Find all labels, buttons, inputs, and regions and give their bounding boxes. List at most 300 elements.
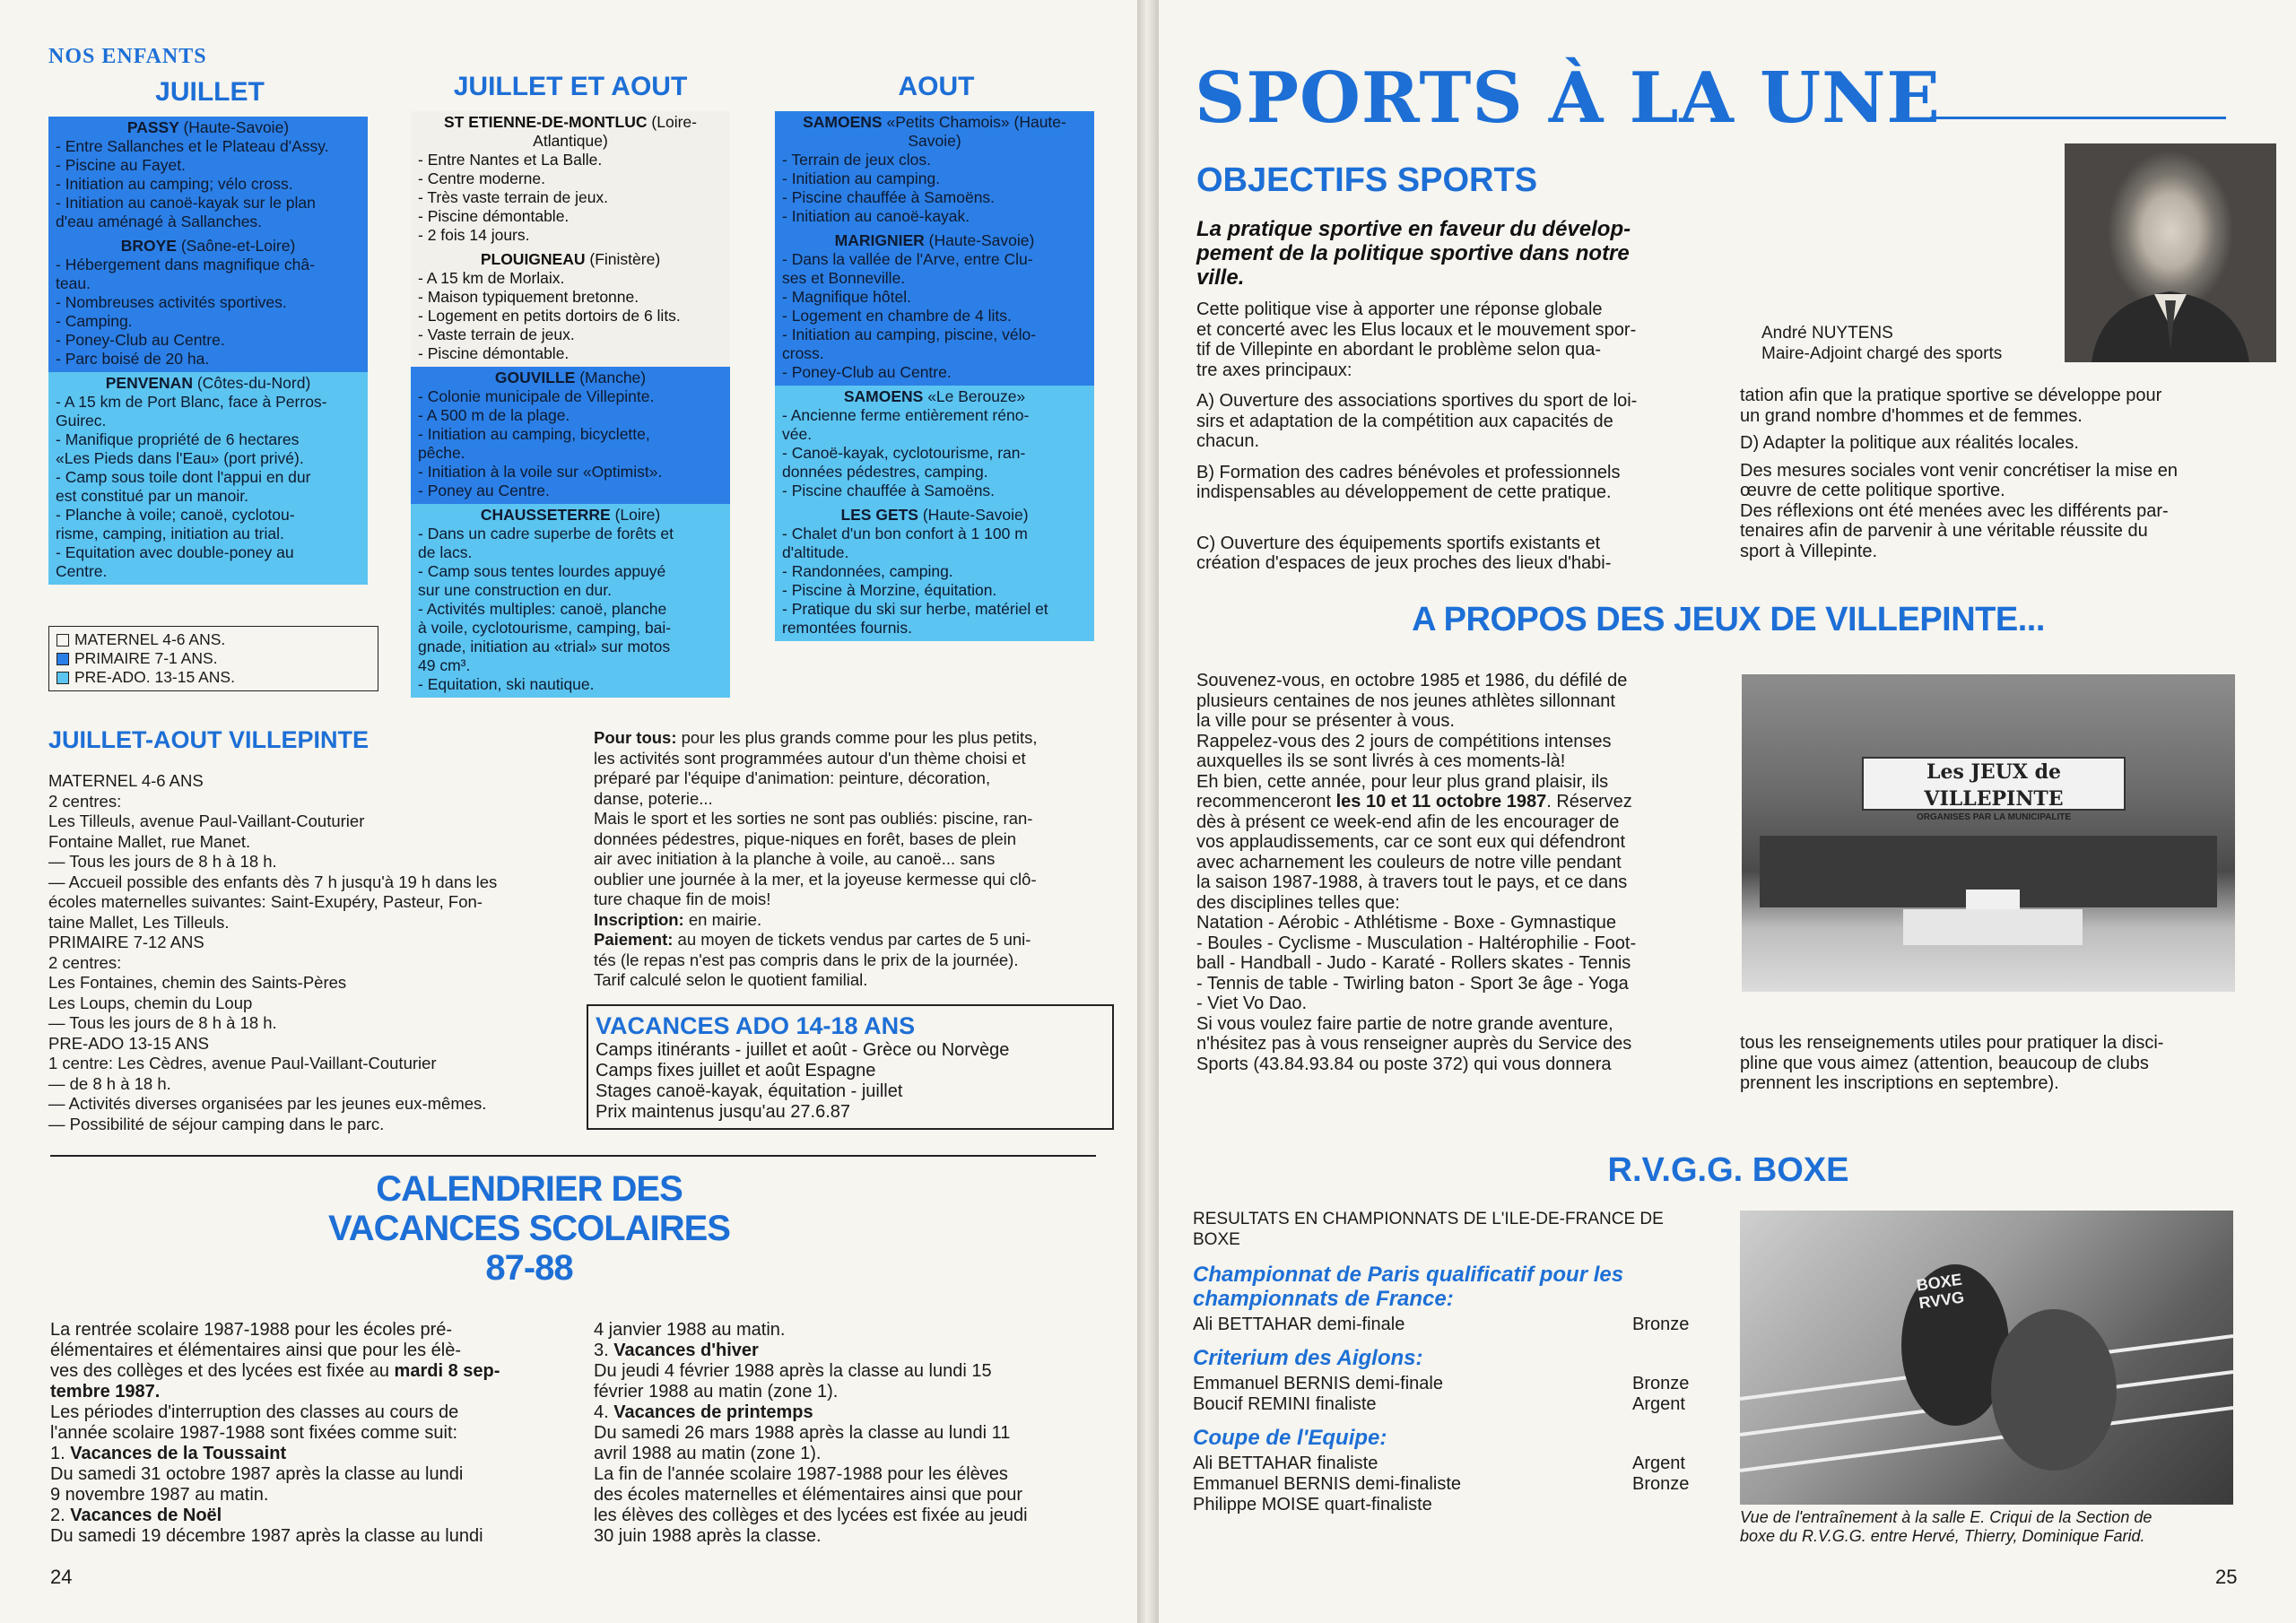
col-juillet-title: JUILLET [155,77,265,107]
jeux-line: - Viet Vo Dao. [1196,994,1308,1013]
result-boxer: Boucif REMINI finaliste [1193,1394,1377,1414]
calendar-line [594,1320,1096,1341]
destination-feature: - Nombreuses activités sportives. [56,293,287,311]
destination-name [778,506,1091,525]
objectifs-line: tation afin que la pratique sportive se développe pour [1740,386,2162,405]
objectifs-line: Des réflexions ont été menées avec les différents par- [1740,500,2169,521]
pour-tous-lines [594,749,1132,910]
age-legend [48,626,378,691]
result-row [1193,1394,1704,1415]
destination-name [52,374,364,393]
result-medal: Bronze [1632,1474,1690,1494]
result-row [1193,1315,1704,1335]
destination-block [775,504,1094,641]
portrait-caption [1761,323,2002,364]
villepinte-line: Les Loups, chemin du Loup [48,993,253,1012]
result-boxer: Emmanuel BERNIS demi-finaliste [1193,1474,1461,1494]
calendar-line [594,1506,1096,1526]
destination-feature: - Equitation avec double-poney au [56,543,294,561]
place-region: (Loire-Atlantique) [533,113,697,150]
left-page [0,0,1137,1623]
destination-feature: - Activités multiples: canoë, planche [418,600,667,618]
legend-item-preado [57,668,370,687]
destination-feature: - 2 fois 14 jours. [418,226,530,244]
place-name: PASSY [126,118,179,136]
jeux-line: Souvenez-vous, en octobre 1985 et 1986, du défilé de [1196,671,1628,690]
inscription-text: en mairie. [683,909,762,929]
masthead-title: SPORTS À LA UNE [1195,57,1941,139]
caption-line: boxe du R.V.G.G. entre Hervé, Thierry, Dominique Farid. [1740,1527,2145,1545]
place-name: PENVENAN [105,374,193,392]
result-medal: Bronze [1632,1374,1690,1393]
destination-feature: remontées fournis. [782,619,912,637]
destination-feature: - Maison typiquement bretonne. [418,288,639,306]
place-name: ST ETIENNE-DE-MONTLUC [444,113,648,131]
objectifs-line: Cette politique vise à apporter une réponse globale [1196,299,1603,319]
boxe-photo [1740,1211,2233,1505]
pour-tous-label: Pour tous: [594,728,677,747]
destination-feature: données pédestres, camping. [782,463,988,481]
destination-feature: - Camp sous toile dont l'appui en dur [56,468,311,486]
calendar-title-line: CALENDRIER DES [376,1169,683,1209]
result-row [1193,1454,1704,1474]
result-boxer: Ali BETTAHAR finaliste [1193,1454,1378,1473]
jeux-text: recommenceront [1196,792,1336,812]
villepinte-line: 1 centre: Les Cèdres, avenue Paul-Vaillant-Couturier [48,1054,437,1072]
destination-feature: - Poney-Club au Centre. [782,363,952,381]
destination-feature: - Initiation au camping, piscine, vélo- [782,325,1037,343]
destination-feature: - Parc boisé de 20 ha. [56,350,210,368]
boxing-ring [1740,1211,2233,1505]
destination-feature: - Logement en chambre de 4 lits. [782,307,1012,325]
legend-item-primaire [57,649,370,668]
objectifs-line: sirs et adaptation de la compétition aux capacités de [1196,411,1613,431]
result-medal: Argent [1632,1454,1685,1473]
destination-name [778,231,1091,250]
calendar-text: Du samedi 31 octobre 1987 après la classe au lundi [50,1464,464,1484]
boxe-intro [1193,1209,1704,1250]
destination-feature: - Piscine à Morzine, équitation. [782,581,997,599]
destination-feature: - Colonie municipale de Villepinte. [418,387,655,405]
competition-heading [1193,1426,1704,1450]
jeux-line: Eh bien, cette année, pour leur plus grand plaisir, ils [1196,771,1609,792]
villepinte-line: Fontaine Mallet, rue Manet. [48,831,251,851]
destination-feature: - Piscine démontable. [418,207,570,225]
villepinte-line: PRE-ADO 13-15 ANS [48,1033,209,1053]
result-medal: Bronze [1632,1315,1690,1334]
objectifs-line: D) Adapter la politique aux réalités locales. [1740,433,2079,453]
destination-feature: - Poney-Club au Centre. [56,331,225,349]
crowd-silhouettes [1742,674,2235,992]
destination-feature: - Chalet d'un bon confort à 1 100 m [782,525,1028,542]
villepinte-line: Les Tilleuls, avenue Paul-Vaillant-Couturier [48,812,365,830]
banner-title: Les JEUX de VILLEPINTE [1924,760,2064,811]
destination-name [414,113,726,151]
pour-tous-line: données pédestres, pique-niques en forêt, bases de plein [594,829,1017,848]
calendar-line [594,1341,1096,1361]
calendar-line [594,1464,1096,1485]
paiement-text: au moyen de tickets vendus par cartes de 5 uni- [673,930,1031,949]
calendar-text: élémentaires et élémentaires ainsi que pour les élè- [50,1341,462,1360]
calendar-line [50,1402,552,1423]
calendar-line [50,1382,552,1402]
paiement-label: Paiement: [594,930,674,949]
calendar-text: La fin de l'année scolaire 1987-1988 pour les élèves [594,1464,1008,1484]
heading-line: Criterium des Aiglons: [1193,1346,1423,1370]
calendar-text: avril 1988 au matin (zone 1). [594,1444,822,1463]
jeux-line: - Boules - Cyclisme - Musculation - Haltérophilie - Foot- [1196,933,1637,953]
calendar-text: des écoles maternelles et élémentaires ainsi que pour [594,1485,1023,1505]
destination-feature: à voile, cyclotourisme, camping, bai- [418,619,672,637]
calendar-line [50,1526,552,1547]
pour-tous-line: ture chaque fin de mois! [594,890,771,908]
objectifs-line: Des mesures sociales vont venir concrétiser la mise en [1740,460,2178,481]
destination-feature: Guirec. [56,412,107,430]
calendar-text: 2. [50,1506,71,1525]
destination-name [778,113,1091,151]
place-region: (Haute-Savoie) [183,118,290,136]
rubric-label: NOS ENFANTS [48,45,207,68]
heading-line: Championnat de Paris qualificatif pour les [1193,1263,1624,1287]
paiement-line: Tarif calculé selon le quotient familial. [594,970,868,989]
vacances-ado-lines [596,1040,1105,1123]
place-name: MARIGNIER [834,231,925,249]
inscription-label: Inscription: [594,909,684,929]
villepinte-line: Les Fontaines, chemin des Saints-Pères [48,973,347,992]
pour-tous-line: air avec initiation à la planche à voile, au canoë... sans [594,849,996,868]
destination-feature: - Vaste terrain de jeux. [418,325,575,343]
calendar-line [50,1341,552,1361]
place-region: «Le Berouze» [927,387,1026,405]
jeux-line: plusieurs centaines de nos jeunes athlètes sillonnant [1196,690,1615,711]
pour-tous-body [594,728,1132,991]
calendar-line [50,1485,552,1506]
calendar-emphasis: Vacances de printemps [613,1402,813,1422]
vacances-ado-box [587,1004,1114,1130]
destination-feature: - Piscine chauffée à Samoëns. [782,188,996,206]
pour-tous-line: danse, poterie... [594,788,713,808]
place-name: GOUVILLE [494,369,576,386]
calendar-text: 4. [594,1402,614,1422]
ado-line: Stages canoë-kayak, équitation - juillet [596,1081,903,1101]
destination-feature: vée. [782,425,813,443]
pour-tous-text: pour les plus grands comme pour les plus petits, [676,728,1038,747]
place-name: BROYE [120,237,177,255]
jeux-line: pline que vous aimez (attention, beaucoup de clubs [1740,1053,2149,1073]
villepinte-title: JUILLET-AOUT VILLEPINTE [48,726,370,753]
calendar-emphasis: mardi 8 sep- [394,1361,500,1381]
calendar-text: 1. [50,1444,71,1463]
calendar-title-line: 87-88 [485,1248,573,1288]
place-region: «Petits Chamois» (Haute-Savoie) [886,113,1066,150]
jeux-title: A PROPOS DES JEUX DE VILLEPINTE... [1412,601,2045,638]
calendar-emphasis: Vacances de la Toussaint [70,1444,287,1463]
destination-feature: - Initiation au camping. [782,169,941,187]
calendar-column-1 [50,1320,552,1547]
destination-feature: 49 cm³. [418,656,471,674]
destination-feature: - Equitation, ski nautique. [418,675,595,693]
objectifs-line: tre axes principaux: [1196,360,1352,380]
destination-feature: - Camping. [56,312,133,330]
destination-feature: - Randonnées, camping. [782,562,953,580]
legend-swatch-light [57,672,69,684]
portrait-silhouette [2065,143,2276,362]
destination-name [778,387,1091,406]
destination-feature: - Poney au Centre. [418,482,550,499]
boxer-shirt [1915,1271,1965,1313]
destination-feature: - Initiation au camping, bicyclette, [418,425,650,443]
place-name: SAMOENS [843,387,924,405]
place-name: CHAUSSETERRE [480,506,611,524]
objectifs-line: œuvre de cette politique sportive. [1740,481,2005,500]
destination-feature: - Hébergement dans magnifique châ- [56,256,315,273]
heading-line: Coupe de l'Equipe: [1193,1426,1387,1450]
pour-tous-line: oublier une journée à la mer, et la joyeuse kermesse qui clô- [594,869,1037,889]
villepinte-line: 2 centres: [48,952,122,972]
legend-swatch-dark [57,653,69,665]
jeux-line: prennent les inscriptions en septembre). [1740,1073,2059,1093]
calendar-text: 3. [594,1341,614,1360]
legend-swatch-white [57,634,69,647]
pour-tous-line: les activités sont programmées autour d'un thème choisi et [594,748,1026,768]
destination-name [414,369,726,387]
banner-subtitle: ORGANISES PAR LA MUNICIPALITE [1916,812,2072,822]
destination-feature: est constitué par un manoir. [56,487,248,505]
destination-feature: - Ancienne ferme entièrement réno- [782,406,1030,424]
jeux-line: Sports (43.84.93.84 ou poste 372) qui vous donnera [1196,1054,1612,1074]
destination-feature: - Pratique du ski sur herbe, matériel et [782,600,1048,618]
destination-feature: - A 15 km de Port Blanc, face à Perros- [56,393,327,411]
ado-line: Camps itinérants - juillet et août - Grèce ou Norvège [596,1040,1010,1060]
destination-name [52,118,364,137]
calendar-title-line: VACANCES SCOLAIRES [328,1209,730,1248]
destinations-column-aout [775,111,1094,641]
calendar-emphasis: Vacances d'hiver [613,1341,759,1360]
objectifs-line: chacun. [1196,431,1260,451]
objectifs-line: sport à Villepinte. [1740,541,1878,561]
destination-block [411,367,730,504]
objectifs-title: OBJECTIFS SPORTS [1196,161,1538,199]
place-region: (Manche) [579,369,647,386]
calendar-line [50,1444,552,1464]
destination-feature: - Dans la vallée de l'Arve, entre Clu- [782,250,1033,268]
destination-name [52,237,364,256]
destination-feature: sur une construction en dur. [418,581,612,599]
jeux-line: vos applaudissements, car ce sont eux qui défendront [1196,832,1626,852]
result-row [1193,1495,1704,1515]
destination-block [48,235,368,372]
destination-feature: - Initiation au canoë-kayak. [782,207,970,225]
destination-block [48,117,368,235]
book-gutter [1137,0,1159,1623]
objectifs-line: un grand nombre d'hommes et de femmes. [1740,405,2083,426]
jeux-line: Rappelez-vous des 2 jours de compétitions intenses [1196,731,1612,751]
paiement-line: tés (le repas n'est pas compris dans le prix de la journée). [594,950,1019,969]
calendar-line [594,1444,1096,1464]
destination-feature: - Terrain de jeux clos. [782,151,932,169]
destination-feature: - Piscine chauffée à Samoëns. [782,482,996,499]
calendar-text: les élèves des collèges et des lycées est fixée au jeudi [594,1506,1028,1525]
place-name: LES GETS [840,506,918,524]
destination-feature: - Planche à voile; canoë, cyclotou- [56,506,295,524]
caption-role: Maire-Adjoint chargé des sports [1761,344,2003,363]
calendar-line [594,1485,1096,1506]
calendar-line [50,1320,552,1341]
calendar-text: 4 janvier 1988 au matin. [594,1320,786,1340]
destination-feature: teau. [56,274,91,292]
page-number: 25 [2215,1566,2238,1588]
shirt-text-2: RVVG [1918,1288,1966,1313]
villepinte-body [48,771,569,1134]
legend-label: PRIMAIRE 7-1 ANS. [74,649,218,667]
jeux-line: des disciplines telles que: [1196,892,1400,913]
jeux-line: - Tennis de table - Twirling baton - Sport 3e âge - Yoga [1196,973,1629,994]
objectifs-line: C) Ouverture des équipements sportifs existants et [1196,533,1601,553]
destination-feature: - Initiation au canoë-kayak sur le plan [56,194,316,212]
objectifs-column-1 [1196,299,1695,574]
calendar-text: Du samedi 19 décembre 1987 après la classe au lundi [50,1526,483,1546]
destination-feature: - A 15 km de Morlaix. [418,269,565,287]
calendar-text: Du jeudi 4 février 1988 après la classe au lundi 15 [594,1361,992,1381]
calendar-column-2 [594,1320,1096,1547]
jeux-line: n'hésitez pas à vous renseigner auprès du Service des [1196,1034,1632,1054]
pour-tous-line: Mais le sport et les sorties ne sont pas oubliés: piscine, ran- [594,809,1033,828]
destination-feature: - Entre Sallanches et le Plateau d'Assy. [56,137,329,155]
place-region: (Haute-Savoie) [928,231,1035,249]
destination-block [411,504,730,698]
calendar-text: ves des collèges et des lycées est fixée au [50,1361,395,1381]
destinations-column-juillet-aout [411,111,730,698]
place-region: (Finistère) [589,250,661,268]
jeux-line: auxquelles ils se sont livrés à ces moments-là! [1196,751,1566,771]
calendar-text: février 1988 au matin (zone 1). [594,1382,839,1402]
calendar-text: Les périodes d'interruption des classes au cours de [50,1402,459,1422]
destination-feature: - Manifique propriété de 6 hectares [56,430,300,448]
calendar-text: La rentrée scolaire 1987-1988 pour les écoles pré- [50,1320,453,1340]
place-region: (Côtes-du-Nord) [196,374,311,392]
col-juillet-aout-title: JUILLET ET AOUT [453,72,688,101]
destination-name [414,250,726,269]
result-boxer: Ali BETTAHAR demi-finale [1193,1315,1405,1334]
destination-block [775,230,1094,386]
destination-feature: - Centre moderne. [418,169,546,187]
place-name: PLOUIGNEAU [480,250,586,268]
jeux-column-2 [1740,1033,2253,1094]
villepinte-line: — Tous les jours de 8 h à 18 h. [48,852,277,871]
portrait-photo [2065,143,2276,362]
calendar-text: Du samedi 26 mars 1988 après la classe au lundi 11 [594,1423,1011,1443]
caption-line: Vue de l'entraînement à la salle E. Criqui de la Section de [1740,1508,2152,1526]
jeux-column-1 [1196,671,1700,1074]
calendar-line [50,1423,552,1444]
place-name: SAMOENS [803,113,883,131]
ado-line: Prix maintenus jusqu'au 27.6.87 [596,1102,850,1122]
calendar-line [594,1361,1096,1382]
objectifs-line: tif de Villepinte en abordant le problème selon qua- [1196,340,1602,360]
destination-feature: - Dans un cadre superbe de forêts et [418,525,674,542]
destination-feature: de lacs. [418,543,473,561]
jeux-line: avec acharnement les couleurs de notre ville pendant [1196,852,1622,872]
place-region: (Saône-et-Loire) [180,237,296,255]
competition-heading [1193,1346,1704,1370]
calendar-text: 30 juin 1988 après la classe. [594,1526,822,1546]
villepinte-line: — Accueil possible des enfants dès 7 h jusqu'à 19 h dans les [48,872,498,891]
destination-feature: - Piscine au Fayet. [56,156,186,174]
jeux-line: dès à présent ce week-end afin de les encourager de [1196,812,1620,832]
jeux-line: Si vous voulez faire partie de notre grande aventure, [1196,1013,1613,1034]
result-medal [1632,1495,1704,1515]
destination-feature: - Entre Nantes et La Balle. [418,151,603,169]
calendar-line [50,1464,552,1485]
objectifs-line: A) Ouverture des associations sportives du sport de loi- [1196,391,1638,411]
caption-name: André NUYTENS [1761,324,1893,343]
ado-line: Camps fixes juillet et août Espagne [596,1061,876,1081]
jeux-dates: les 10 et 11 octobre 1987 [1335,792,1547,812]
objectifs-lead [1196,217,1717,290]
boxe-intro-line: BOXE [1193,1230,1240,1249]
objectifs-line: B) Formation des cadres bénévoles et professionnels [1196,462,1621,482]
section-divider [50,1155,1096,1157]
destination-feature: - Initiation à la voile sur «Optimist». [418,463,663,481]
masthead-rule [1930,117,2226,119]
destination-feature: pêche. [418,444,465,462]
shirt-text-1: BOXE [1915,1270,1963,1295]
destination-feature: - Camp sous tentes lourdes appuyé [418,562,666,580]
destination-block [411,111,730,248]
destination-block [48,372,368,585]
calendar-line [594,1382,1096,1402]
place-region: (Haute-Savoie) [922,506,1029,524]
destination-feature: d'eau aménagé à Sallanches. [56,213,263,230]
jeux-line: ball - Handball - Judo - Karaté - Rollers skates - Tennis [1196,953,1631,973]
calendar-emphasis: tembre 1987. [50,1382,161,1402]
heading-line: championnats de France: [1193,1287,1454,1311]
calendar-text: l'année scolaire 1987-1988 sont fixées comme suit: [50,1423,458,1443]
jeux-line: tous les renseignements utiles pour pratiquer la disci- [1740,1033,2164,1053]
villepinte-line: 2 centres: [48,791,122,811]
vacances-ado-title: VACANCES ADO 14-18 ANS [596,1012,916,1039]
villepinte-line: écoles maternelles suivantes: Saint-Exupéry, Pasteur, Fon- [48,892,483,911]
villepinte-line: taine Mallet, Les Tilleuls. [48,912,230,932]
calendar-text: 9 novembre 1987 au matin. [50,1485,269,1505]
objectifs-line: indispensables au développement de cette pratique. [1196,482,1612,502]
calendar-line [50,1361,552,1382]
result-boxer: Philippe MOISE quart-finaliste [1193,1495,1432,1515]
boxe-results [1193,1209,1704,1515]
col-aout-title: AOUT [898,72,975,101]
objectifs-line: et concerté avec les Elus locaux et le mouvement spor- [1196,319,1637,340]
calendar-line [50,1506,552,1526]
lead-line: pement de la politique sportive dans notre [1196,241,1630,265]
destination-feature: - Très vaste terrain de jeux. [418,188,609,206]
destination-feature: Centre. [56,562,108,580]
boxe-caption [1740,1508,2242,1546]
jeux-line [1196,792,1700,812]
result-medal: Argent [1632,1394,1685,1414]
destination-feature: - A 500 m de la plage. [418,406,570,424]
destination-feature: d'altitude. [782,543,849,561]
destination-name [414,506,726,525]
calendar-emphasis: Vacances de Noël [70,1506,222,1525]
destination-block [775,111,1094,230]
destination-feature: risme, camping, initiation au trial. [56,525,284,542]
destination-feature: cross. [782,344,824,362]
villepinte-line: — Activités diverses organisées par les jeunes eux-mêmes. [48,1094,487,1113]
boxe-intro-line: RESULTATS EN CHAMPIONNATS DE L'ILE-DE-FRANCE DE [1193,1210,1664,1228]
lead-line: ville. [1196,265,1245,290]
destination-feature: - Logement en petits dortoirs de 6 lits. [418,307,681,325]
calendar-line [594,1423,1096,1444]
